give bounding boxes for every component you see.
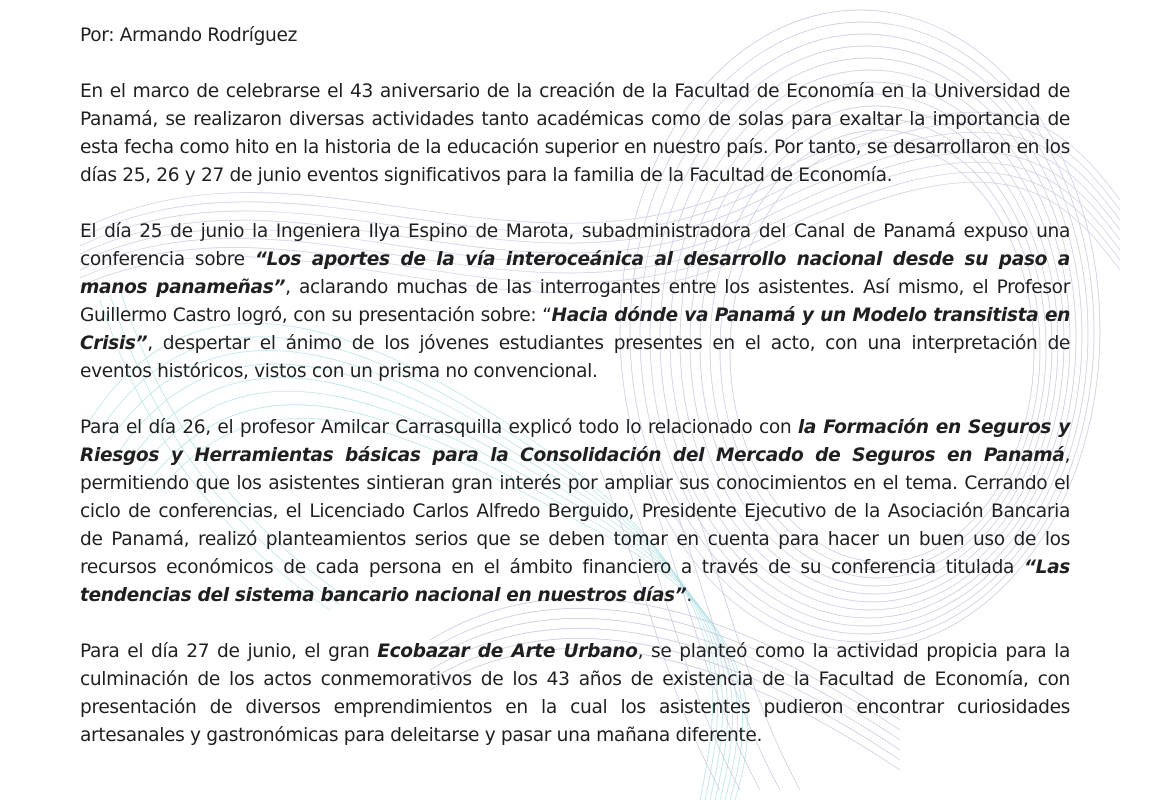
paragraph-text: En el marco de celebrarse el 43 aniversario de la creación de la Facultad de Economía en la Universidad de Panamá, se realizaron diversas actividades tanto académicas como de solas para exaltar la importancia de esta fecha como hito en la historia de la educación superior en nuestro país. Por tanto, se desarrollaron en los días 25, 26 y 27 de junio eventos significativos para la familia de la Facultad de Economía. (80, 81, 1070, 186)
paragraph-text: . (686, 585, 692, 606)
article (80, 22, 1070, 778)
paragraph-june-26 (80, 414, 1070, 610)
conference-title-seguros: la Formación en Seguros y Riesgos y Herramientas básicas para la Consolidación del Mercado de Seguros en Panamá (80, 417, 1071, 466)
conference-title-bancario: “Las tendencias del sistema bancario nacional en nuestros días” (80, 557, 1070, 606)
conference-title-canal: “Los aportes de la vía interoceánica al desarrollo nacional desde su paso a manos panameñas” (80, 249, 1070, 298)
paragraph-text: , despertar el ánimo de los jóvenes estudiantes presentes en el acto, con una interpretación de eventos históricos, vistos con un prisma no convencional. (80, 333, 1070, 382)
paragraph-intro (80, 78, 1070, 190)
conference-title-castro: Hacia dónde va Panamá y un Modelo transitista en Crisis” (80, 305, 1070, 354)
paragraph-text: , permitiendo que los asistentes sintieran gran interés por ampliar sus conocimientos en el tema. Cerrando el ciclo de conferencias, el Licenciado Carlos Alfredo Berguido, Presidente Ejecutivo de la Asociación Bancaria de Panamá, realizó planteamientos serios que se deben tomar en cuenta para hacer un buen uso de los recursos económicos de cada persona en el ámbito financiero a través de su conferencia titulada (80, 445, 1070, 578)
paragraph-june-25 (80, 218, 1070, 386)
byline: Por: Armando Rodríguez (80, 25, 297, 46)
event-title-ecobazar: Ecobazar de Arte Urbano (377, 641, 638, 662)
paragraph-text: Para el día 27 de junio, el gran (80, 641, 378, 662)
paragraph-text: , aclarando muchas de las interrogantes entre los asistentes. Así mismo, el Profesor Guillermo Castro logró, con su presentación sobre: “ (80, 277, 1071, 326)
paragraph-text: , se planteó como la actividad propicia para la culminación de los actos conmemorativos de los 43 años de existencia de la Facultad de Economía, con presentación de diversos emprendimientos en la cual los asistentes pudieron encontrar curiosidades artesanales y gastronómicas para deleitarse y pasar una mañana diferente. (80, 641, 1070, 746)
paragraph-text: El día 25 de junio la Ingeniera Ilya Espino de Marota, subadministradora del Canal de Panamá expuso una conferencia sobre (80, 221, 1070, 270)
paragraph-text: Para el día 26, el profesor Amilcar Carrasquilla explicó todo lo relacionado con (80, 417, 798, 438)
paragraph-june-27 (80, 638, 1070, 750)
